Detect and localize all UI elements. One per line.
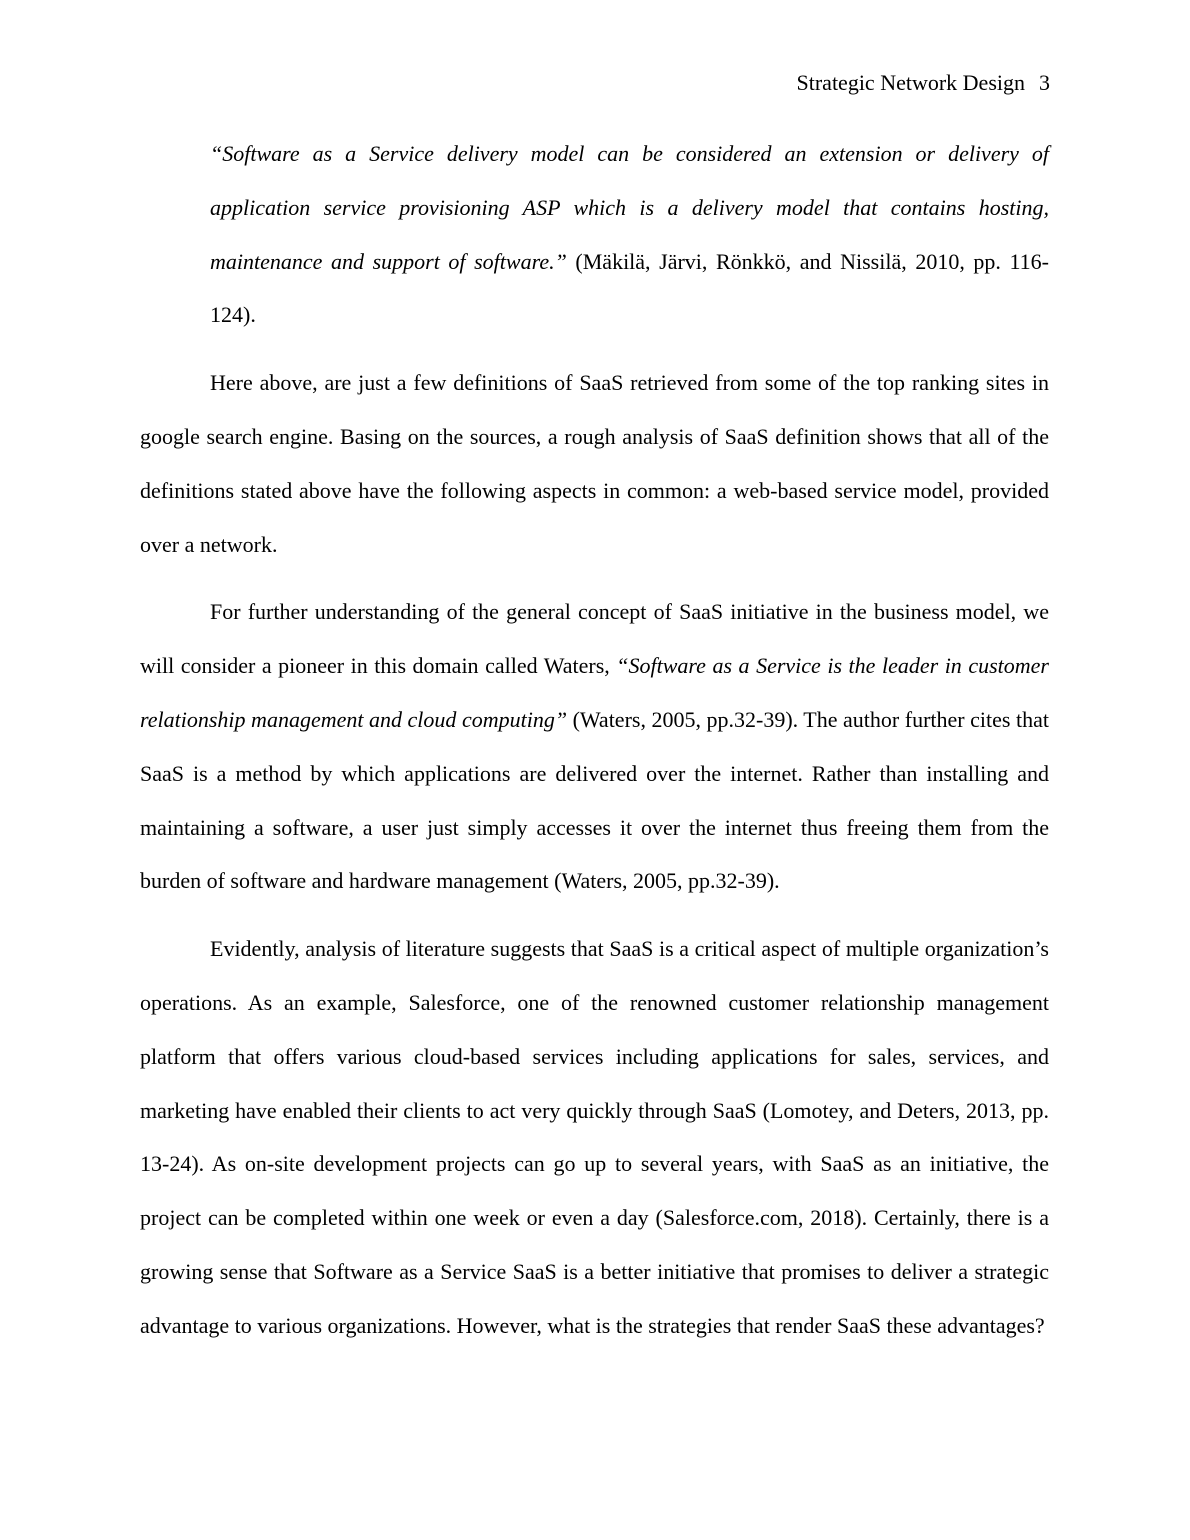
body-text — [140, 127, 1049, 1367]
paragraph-2-end: (Waters, 2005, pp.32-39). The author further cites that SaaS is a method by which applications are delivered over the internet. Rather than installing and maintaining a software, a user just simply accesses it over the internet thus freeing them from the burden of software and hardware management (Waters, 2005, pp.32-39). — [140, 706, 1049, 894]
paragraph-2 — [140, 585, 1049, 908]
page-number: 3 — [1039, 70, 1050, 95]
paragraph-2-quote: “Software as a Service is the leader in customer relationship management and cloud computing” — [140, 653, 1049, 732]
block-quote-text: “Software as a Service delivery model can be considered an extension or delivery of application service provisioning ASP which is a delivery model that contains hosting, maintenance and support of software.” — [210, 141, 1049, 274]
running-title: Strategic Network Design — [796, 70, 1025, 95]
block-quote — [210, 127, 1049, 342]
paragraph-1: Here above, are just a few definitions of SaaS retrieved from some of the top ranking sites in google search engine. Basing on the sources, a rough analysis of SaaS definition shows that all of the definitions stated above have the following aspects in common: a web-based service model, provided over a network. — [140, 370, 1049, 557]
running-head — [797, 68, 1051, 98]
block-quote-citation: (Mäkilä, Järvi, Rönkkö, and Nissilä, 2010, pp. 116-124). — [210, 248, 1050, 328]
paragraph-3: Evidently, analysis of literature suggests that SaaS is a critical aspect of multiple organization’s operations. As an example, Salesforce, one of the renowned customer relationship management platform that offers various cloud-based services including applications for sales, services, and marketing have enabled their clients to act very quickly through SaaS (Lomotey, and Deters, 2013, pp. 13-24). As on-site development projects can go up to several years, with SaaS as an initiative, the project can be completed within one week or even a day (Salesforce.com, 2018). Certainly, there is a growing sense that Software as a Service SaaS is a better initiative that promises to deliver a strategic advantage to various organizations. However, what is the strategies that render SaaS these advantages? — [140, 936, 1049, 1338]
paragraph-2-start: For further understanding of the general concept of SaaS initiative in the business model, we will consider a pioneer in this domain called Waters, — [140, 599, 1049, 679]
